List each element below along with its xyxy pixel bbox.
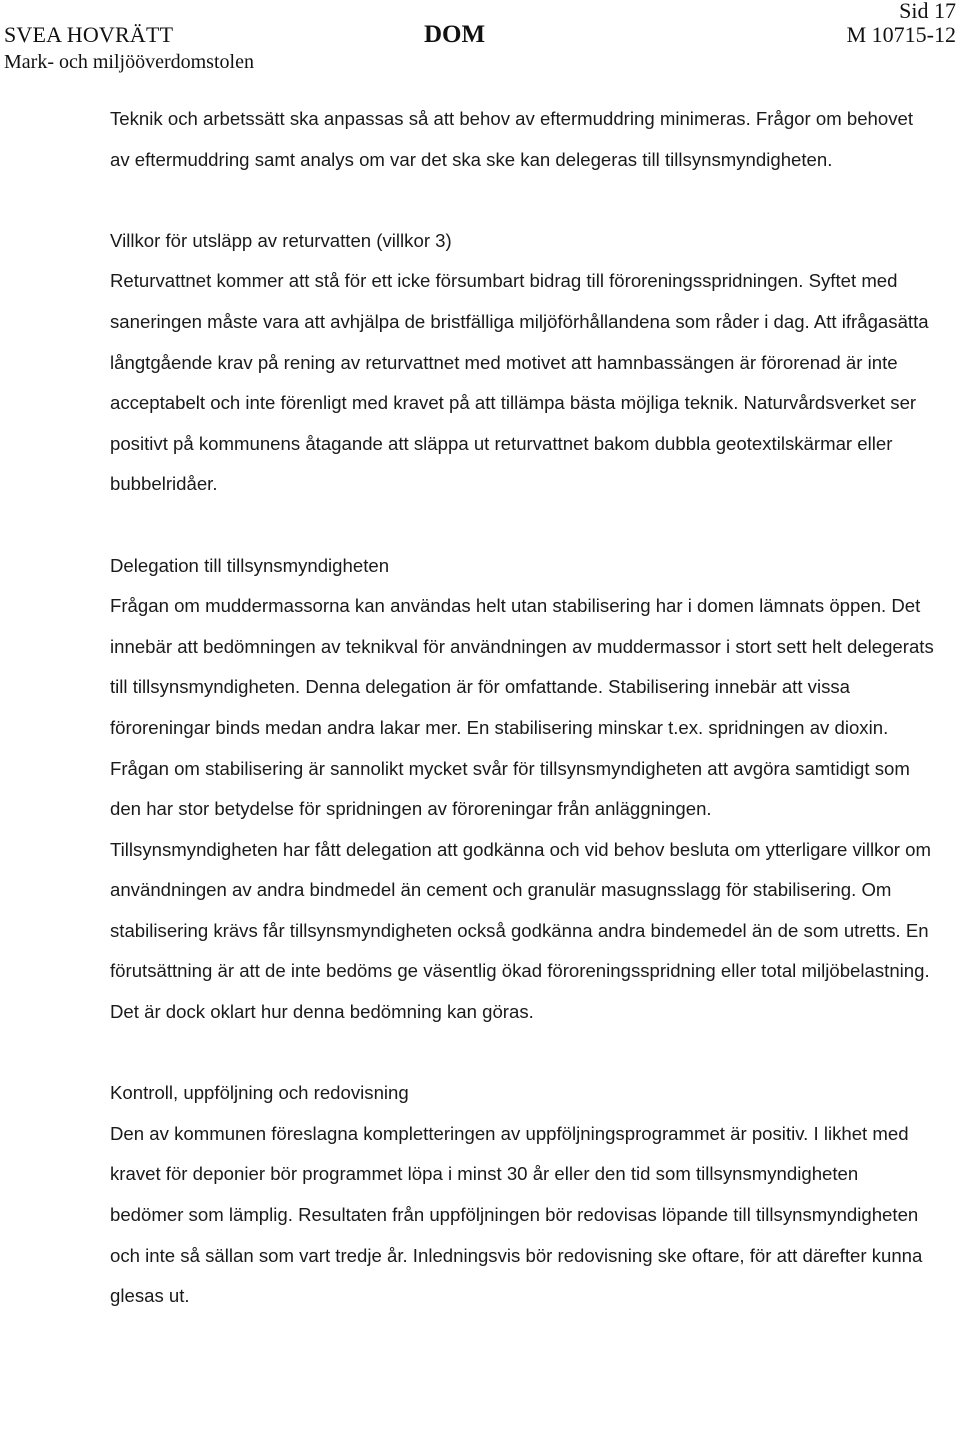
page-header xyxy=(0,0,960,80)
section-spacer xyxy=(110,180,935,221)
page-number: Sid 17 xyxy=(899,0,956,23)
section-paragraph: Returvattnet kommer att stå för ett icke försumbart bidrag till föroreningsspridningen. Syftet med saneringen måste vara att avhjälpa de bristfälliga miljöförhållandena som råder i dag. Att ifrågasätta långtgående krav på rening av returvattnet med motivet att hamnbassängen är förorenad är inte acceptabelt och inte förenligt med kravet på att tillämpa bästa möjliga teknik. Naturvårdsverket ser positivt på kommunens åtagande att släppa ut returvattnet bakom dubbla geotextilskärmar eller bubbelridåer. xyxy=(110,270,929,495)
section-heading-returvatten: Villkor för utsläpp av returvatten (villkor 3) xyxy=(110,229,452,251)
section-paragraph: Tillsynsmyndigheten har fått delegation att godkänna och vid behov besluta om ytterligare villkor om användningen av andra bindmedel än cement och granulär masugnsslagg för stabilisering. Om stabilisering krävs får tillsynsmyndigheten också godkänna andra bindemedel än de som utretts. En förutsättning är att de inte bedöms ge väsentlig ökad föroreningsspridning eller total miljöbelastning. Det är dock oklart hur denna bedömning kan göras. xyxy=(110,838,931,1023)
court-name: SVEA HOVRÄTT xyxy=(4,22,174,47)
case-number: M 10715-12 xyxy=(846,22,956,47)
section-spacer xyxy=(110,505,935,546)
document-body xyxy=(110,99,935,1317)
court-department: Mark- och miljööverdomstolen xyxy=(4,51,254,73)
document-type: DOM xyxy=(424,21,486,48)
section-spacer xyxy=(110,1033,935,1074)
section-paragraph: Den av kommunen föreslagna kompletteringen av uppföljningsprogrammet är positiv. I likhet med kravet för deponier bör programmet löpa i minst 30 år eller den tid som tillsynsmyndigheten bedömer som lämplig. Resultaten från uppföljningen bör redovisas löpande till tillsynsmyndigheten och inte så sällan som vart tredje år. Inledningsvis bör redovisning ske oftare, för att därefter kunna glesas ut. xyxy=(110,1122,923,1307)
intro-paragraph: Teknik och arbetssätt ska anpassas så att behov av eftermuddring minimeras. Frågor om behovet av eftermuddring samt analys om var det ska ske kan delegeras till tillsynsmyndigheten. xyxy=(110,108,914,170)
section-heading-delegation: Delegation till tillsynsmyndigheten xyxy=(110,554,390,576)
section-heading-kontroll: Kontroll, uppföljning och redovisning xyxy=(110,1082,409,1104)
section-paragraph: Frågan om muddermassorna kan användas helt utan stabilisering har i domen lämnats öppen. Det innebär att bedömningen av teknikval för användningen av muddermassor i stort sett helt delegerats till tillsynsmyndigheten. Denna delegation är för omfattande. Stabilisering innebär att vissa föroreningar binds medan andra lakar mer. En stabilisering minskar t.ex. spridningen av dioxin. Frågan om stabilisering är sannolikt mycket svår för tillsynsmyndigheten att avgöra samtidigt som den har stor betydelse för spridningen av föroreningar från anläggningen. xyxy=(110,595,934,820)
